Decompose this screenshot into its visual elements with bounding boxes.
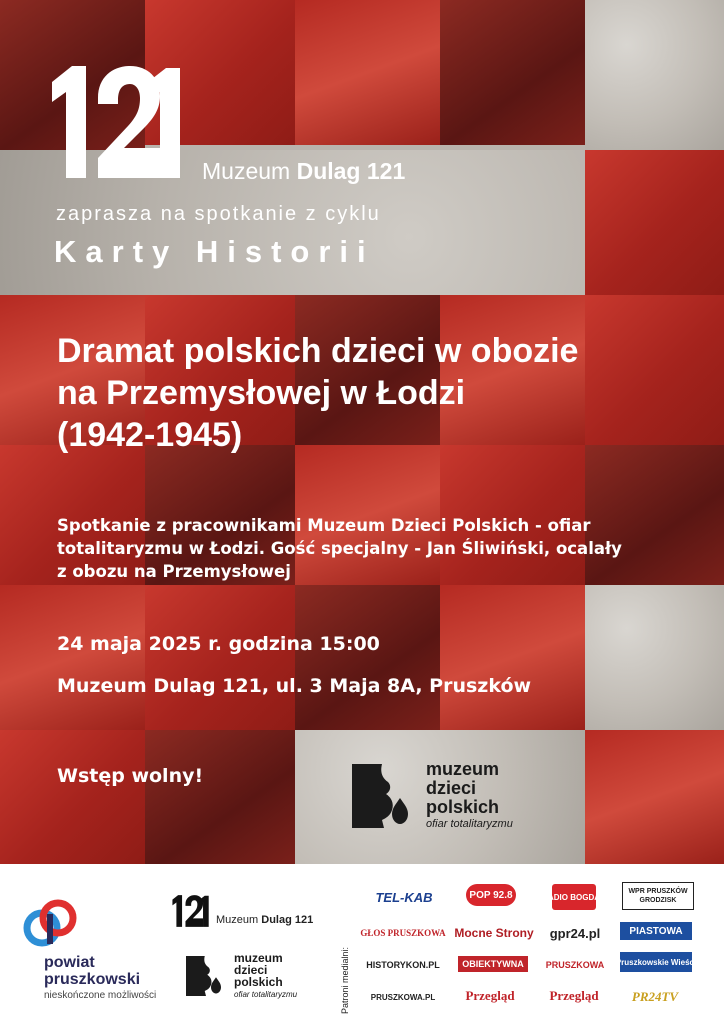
stone-tile	[585, 585, 724, 730]
event-title	[57, 330, 697, 456]
event-subtitle	[57, 514, 697, 583]
photo-tile	[0, 585, 145, 730]
mdp-logo-line: polskich	[426, 797, 500, 817]
dulag-121-logo-icon	[44, 62, 184, 182]
media-logo-text: Pruszkowskie Wieści	[615, 957, 697, 967]
media-logo-text: PR24TV	[631, 989, 679, 1004]
media-logo-gpr24	[548, 922, 602, 944]
media-logo-przeglad	[460, 984, 520, 1008]
free-entry: Wstęp wolny!	[57, 765, 204, 787]
photo-tile	[440, 0, 585, 145]
media-logo-text: GŁOS PRUSZKOWA	[360, 928, 446, 938]
stone-tile	[585, 0, 724, 150]
event-date: 24 maja 2025 r. godzina 15:00	[57, 633, 380, 655]
media-logo-piastowa	[620, 922, 692, 940]
photo-tile	[585, 150, 724, 295]
media-logo-text: POP 92.8	[469, 889, 513, 901]
event-title-line: (1942-1945)	[57, 416, 243, 454]
media-logo-text: HISTORYKON.PL	[366, 960, 440, 970]
photo-tile	[145, 585, 295, 730]
media-logo-text: Przegląd	[549, 988, 599, 1003]
powiat-logo	[24, 894, 164, 1004]
dulag-small-prefix: Muzeum	[216, 914, 259, 926]
mdp-silhouette-icon	[186, 956, 226, 996]
powiat-emblem-icon	[24, 898, 76, 948]
dulag-small-logo	[170, 892, 350, 932]
media-logo-text: WPR PRUSZKÓW GRODZISK	[628, 888, 688, 904]
photo-tile	[0, 730, 145, 864]
media-logo-wpr	[622, 882, 694, 910]
media-logo-text: RADIO BOGDAN	[542, 892, 606, 902]
event-place: Muzeum Dulag 121, ul. 3 Maja 8A, Pruszków	[57, 675, 532, 697]
mdp-small-tagline: ofiar totalitaryzmu	[234, 990, 298, 999]
mdp-small-line: dzieci	[234, 963, 268, 977]
mdp-logo-text	[426, 760, 499, 817]
media-logo-historykon	[368, 954, 438, 976]
media-logo-text: PIASTOWA	[629, 925, 683, 937]
media-logo-pr24tv	[624, 986, 686, 1008]
media-logo-text: Przegląd	[465, 988, 515, 1003]
media-logo-glos	[360, 922, 446, 944]
media-logo-pruszkowskie-wiesci	[615, 952, 697, 972]
media-logo-tel-kab	[368, 886, 440, 908]
powiat-name	[44, 954, 140, 988]
media-logo-text: TEL-KAB	[375, 889, 433, 905]
dulag-121-logo-icon	[170, 894, 210, 928]
media-logo-text: PRUSZKOWA	[545, 960, 605, 970]
media-logo-przeglad-2	[544, 984, 604, 1008]
invite-text: zaprasza na spotkanie z cyklu	[56, 203, 381, 225]
media-logo-pruszkowa-pl	[368, 986, 438, 1008]
photo-tile	[440, 585, 585, 730]
footer-sponsors	[0, 864, 724, 1024]
series-title: Karty Historii	[54, 234, 375, 269]
media-patrons-label: Patroni medialni:	[340, 946, 350, 1014]
media-logo-pod-zycie-pruszkowa	[544, 954, 606, 976]
dulag-small-text	[216, 914, 313, 926]
dulag-small-name: Dulag 121	[261, 914, 314, 926]
mdp-small-line: polskich	[234, 975, 283, 989]
mdp-silhouette-icon	[352, 764, 416, 828]
media-logo-obiektywna	[458, 956, 528, 972]
mdp-logo-line: dzieci	[426, 778, 477, 798]
museum-prefix: Muzeum	[202, 158, 291, 184]
event-subtitle-line: z obozu na Przemysłowej	[57, 562, 291, 581]
photo-tile	[295, 0, 440, 145]
photo-tile	[585, 730, 724, 864]
mdp-logo-line: muzeum	[426, 759, 500, 779]
media-logo-mocne-strony	[454, 922, 534, 944]
powiat-tagline: nieskończone możliwości	[44, 990, 157, 1001]
media-logo-text: gpr24.pl	[549, 925, 601, 941]
mdp-small-logo	[186, 952, 346, 1012]
mdp-logo-tagline: ofiar totalitaryzmu	[426, 818, 513, 830]
museum-name	[202, 158, 405, 185]
mdp-logo	[352, 760, 552, 832]
photo-tile	[295, 585, 440, 730]
photo-tile	[145, 730, 295, 864]
event-subtitle-line: totalitaryzmu w Łodzi. Gość specjalny - Jan Śliwiński, ocalały	[57, 539, 622, 558]
media-logo-text: OBIEKTYWNA	[462, 959, 524, 969]
mdp-small-line: muzeum	[234, 951, 283, 965]
event-title-line: Dramat polskich dzieci w obozie	[57, 332, 579, 370]
powiat-name-line: powiat	[44, 954, 95, 971]
event-title-line: na Przemysłowej w Łodzi	[57, 374, 466, 412]
powiat-name-line: pruszkowski	[44, 971, 141, 988]
media-logo-radio-bogdan	[542, 884, 606, 910]
media-logo-pop	[466, 884, 516, 906]
media-logo-text: Mocne Strony	[454, 926, 534, 940]
mdp-small-text	[234, 952, 283, 988]
museum-name-bold: Dulag 121	[296, 158, 406, 184]
event-subtitle-line: Spotkanie z pracownikami Muzeum Dzieci Polskich - ofiar	[57, 516, 591, 535]
media-logo-text: PRUSZKOWA.PL	[370, 992, 436, 1002]
